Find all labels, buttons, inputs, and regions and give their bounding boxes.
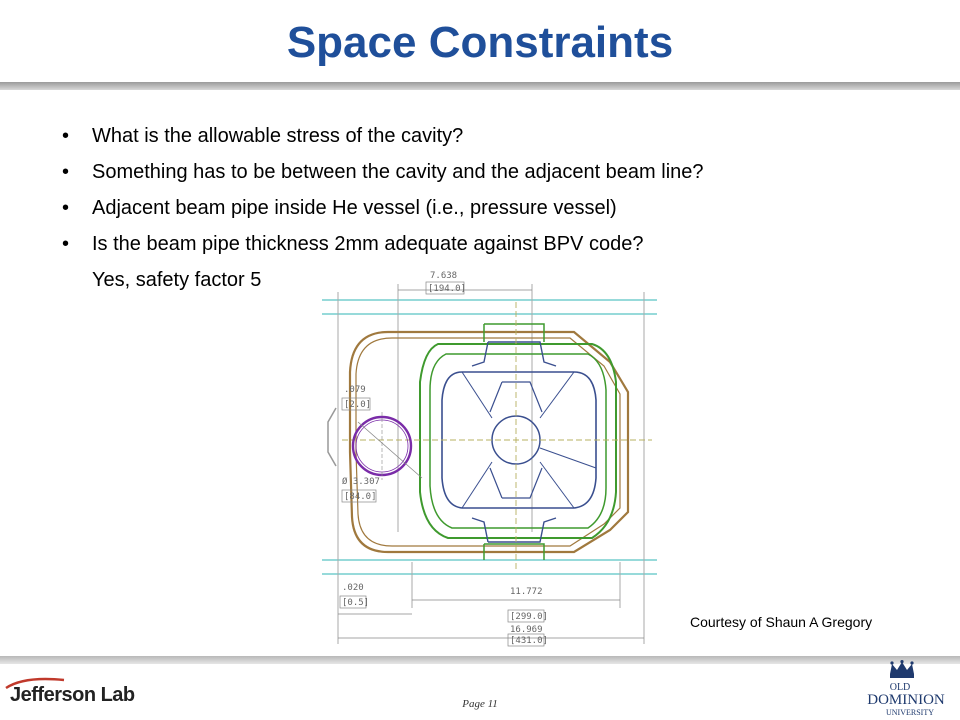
svg-text:UNIVERSITY: UNIVERSITY [886,708,934,717]
dim-wall-label: .079 [344,385,366,395]
dim-outer-label: 16.969 [510,625,543,635]
slide-title: Space Constraints [286,18,674,67]
odu-logo [856,660,956,718]
bullet-list [62,118,704,262]
bullet-text: Is the beam pipe thickness 2mm adequate against BPV code? [92,233,644,255]
footer-divider [0,656,960,664]
bullet-item [62,118,704,154]
he-vessel-outline [350,332,628,552]
dim-dia-mm-label: [84.0] [344,492,377,502]
bullet-dot: • [62,233,70,255]
dim-inner-label: 11.772 [510,587,543,597]
dim-gap-label: .020 [342,583,364,593]
bullet-item [62,226,704,262]
bullet-dot: • [62,161,70,183]
title-divider [0,82,960,90]
svg-text:DOMINION: DOMINION [867,692,945,708]
cavity-outer-outline [420,344,616,538]
dim-inner-mm-label: [299.0] [510,612,548,622]
dim-top-mm-label: [194.0] [428,284,466,294]
dim-gap-mm-label: [0.5] [342,598,370,608]
bullet-dot: • [62,197,70,219]
crown-icon [890,660,914,678]
bullet-text: Something has to be between the cavity and the adjacent beam line? [92,161,704,183]
dim-wall-mm-label: [2.0] [344,400,372,410]
svg-text:OLD: OLD [889,682,911,693]
bullet-item [62,154,704,190]
bullet-subline: Yes, safety factor 5 [92,269,262,291]
bullet-text: What is the allowable stress of the cavity? [92,125,464,147]
dim-dia-label: Ø 3.307 [342,477,380,487]
dim-top-label: 7.638 [430,271,458,281]
cavity-cross-section-drawing [312,262,662,654]
page-number: Page 11 [462,698,498,710]
dim-outer-mm-label: [431.0] [510,636,548,646]
bullet-item [62,190,704,226]
bullet-text: Adjacent beam pipe inside He vessel (i.e., pressure vessel) [92,197,617,219]
image-credit: Courtesy of Shaun A Gregory [690,614,873,630]
jefferson-lab-logo: Jefferson Lab [10,684,135,706]
bullet-dot: • [62,125,70,147]
